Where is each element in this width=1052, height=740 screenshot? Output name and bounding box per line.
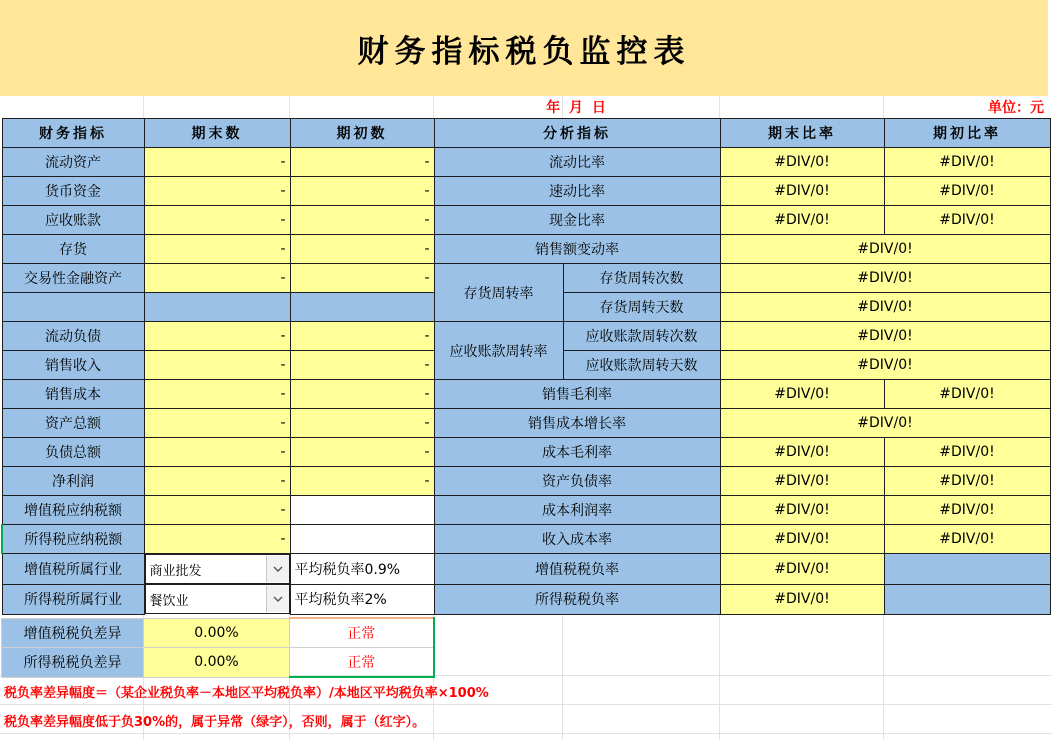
analysis-label: 增值税税负率 [434, 554, 720, 585]
table-row [2, 322, 1050, 351]
indicator-table [1, 118, 1051, 615]
begin-value-cell[interactable]: - [290, 380, 434, 409]
difference-value[interactable]: 0.00% [144, 618, 290, 648]
end-ratio-cell[interactable]: #DIV/0! [720, 467, 884, 496]
begin-ratio-cell[interactable]: #DIV/0! [884, 496, 1050, 525]
end-value-cell[interactable]: - [144, 496, 290, 525]
table-row [2, 467, 1050, 496]
analysis-label: 应收账款周转天数 [563, 351, 720, 380]
analysis-group-label: 应收账款周转率 [434, 322, 563, 380]
end-value-cell[interactable]: - [144, 525, 290, 554]
merged-ratio-cell[interactable]: #DIV/0! [720, 351, 1050, 380]
difference-value[interactable]: 0.00% [144, 648, 290, 678]
analysis-label: 销售毛利率 [434, 380, 720, 409]
row-label: 交易性金融资产 [2, 264, 144, 293]
row-label: 流动资产 [2, 148, 144, 177]
table-row [2, 584, 1050, 614]
end-ratio-cell[interactable]: #DIV/0! [720, 554, 884, 585]
gridline [0, 704, 1052, 705]
end-value-cell[interactable]: - [144, 264, 290, 293]
end-ratio-cell[interactable]: #DIV/0! [720, 206, 884, 235]
table-row [2, 380, 1050, 409]
table-row [2, 235, 1050, 264]
begin-value-cell[interactable]: - [290, 467, 434, 496]
end-ratio-cell[interactable]: #DIV/0! [720, 148, 884, 177]
industry-select-value: 餐饮业 [149, 593, 189, 609]
row-label: 资产总额 [2, 409, 144, 438]
sheet-title: 财务指标税负监控表 [0, 0, 1048, 96]
row-label: 负债总额 [2, 438, 144, 467]
date-label: 年 月 日 [546, 100, 606, 116]
table-row [2, 496, 1050, 525]
analysis-label: 流动比率 [434, 148, 720, 177]
merged-ratio-cell[interactable]: #DIV/0! [720, 293, 1050, 322]
begin-value-cell[interactable]: - [290, 264, 434, 293]
analysis-label: 现金比率 [434, 206, 720, 235]
header-begin-ratio: 期初比率 [884, 119, 1050, 148]
end-value-cell[interactable]: - [144, 438, 290, 467]
header-end-ratio: 期末比率 [720, 119, 884, 148]
end-ratio-cell[interactable]: #DIV/0! [720, 438, 884, 467]
begin-ratio-cell[interactable]: #DIV/0! [884, 525, 1050, 554]
end-ratio-cell[interactable]: #DIV/0! [720, 584, 884, 614]
row-label: 销售收入 [2, 351, 144, 380]
row-label: 流动负债 [2, 322, 144, 351]
header-begin: 期初数 [290, 119, 434, 148]
row-label: 应收账款 [2, 206, 144, 235]
row-label: 净利润 [2, 467, 144, 496]
header-analysis: 分析指标 [434, 119, 720, 148]
begin-ratio-cell[interactable]: #DIV/0! [884, 467, 1050, 496]
chevron-down-icon[interactable] [266, 586, 289, 612]
industry-select-value: 商业批发 [149, 563, 202, 579]
begin-ratio-cell[interactable]: #DIV/0! [884, 438, 1050, 467]
row-label: 货币资金 [2, 177, 144, 206]
difference-label: 增值税税负差异 [2, 618, 144, 648]
tax-difference-table [1, 617, 435, 678]
table-row [2, 409, 1050, 438]
difference-label: 所得税税负差异 [2, 648, 144, 678]
merged-ratio-cell[interactable]: #DIV/0! [720, 264, 1050, 293]
industry-select[interactable] [145, 554, 290, 584]
row-label: 增值税应纳税额 [2, 496, 144, 525]
analysis-label: 资产负债率 [434, 467, 720, 496]
table-row [2, 264, 1050, 293]
formula-note: 税负率差异幅度＝（某企业税负率－本地区平均税负率）/本地区平均税负率×100% [4, 686, 489, 701]
table-row [2, 177, 1050, 206]
end-value-cell[interactable] [144, 293, 290, 322]
end-ratio-cell[interactable]: #DIV/0! [720, 177, 884, 206]
begin-ratio-cell[interactable] [884, 584, 1050, 614]
table-row [2, 206, 1050, 235]
begin-ratio-cell[interactable]: #DIV/0! [884, 177, 1050, 206]
header-end: 期末数 [144, 119, 290, 148]
begin-value-cell[interactable]: - [290, 235, 434, 264]
table-row [2, 618, 434, 648]
row-label: 所得税所属行业 [2, 584, 144, 614]
analysis-label: 应收账款周转次数 [563, 322, 720, 351]
table-row [2, 554, 1050, 585]
table-row [2, 438, 1050, 467]
merged-ratio-cell[interactable]: #DIV/0! [720, 409, 1050, 438]
industry-select[interactable] [145, 584, 290, 614]
average-tax-rate: 平均税负率0.9% [290, 554, 434, 585]
header-indicator: 财务指标 [2, 119, 144, 148]
status-badge: 正常 [290, 618, 434, 648]
average-tax-rate: 平均税负率2% [290, 584, 434, 614]
begin-value-cell[interactable]: - [290, 438, 434, 467]
chevron-down-icon[interactable] [266, 556, 289, 582]
analysis-label: 收入成本率 [434, 525, 720, 554]
end-value-cell[interactable]: - [144, 235, 290, 264]
table-row [2, 648, 434, 678]
begin-value-cell[interactable] [290, 496, 434, 525]
begin-value-cell[interactable]: - [290, 409, 434, 438]
row-label: 存货 [2, 235, 144, 264]
analysis-label: 速动比率 [434, 177, 720, 206]
begin-value-cell[interactable]: - [290, 148, 434, 177]
begin-ratio-cell[interactable]: #DIV/0! [884, 206, 1050, 235]
analysis-label: 所得税税负率 [434, 584, 720, 614]
end-value-cell[interactable]: - [144, 322, 290, 351]
row-label: 所得税应纳税额 [2, 525, 144, 554]
end-ratio-cell[interactable]: #DIV/0! [720, 496, 884, 525]
end-ratio-cell[interactable]: #DIV/0! [720, 525, 884, 554]
end-value-cell[interactable]: - [144, 148, 290, 177]
begin-ratio-cell[interactable]: #DIV/0! [884, 148, 1050, 177]
merged-ratio-cell[interactable]: #DIV/0! [720, 322, 1050, 351]
row-label: 增值税所属行业 [2, 554, 144, 585]
analysis-label: 成本利润率 [434, 496, 720, 525]
table-row [2, 148, 1050, 177]
end-value-cell[interactable]: - [144, 380, 290, 409]
end-ratio-cell[interactable]: #DIV/0! [720, 380, 884, 409]
begin-value-cell[interactable]: - [290, 177, 434, 206]
merged-ratio-cell[interactable]: #DIV/0! [720, 235, 1050, 264]
rule-note: 税负率差异幅度低于负30%的，属于异常（绿字），否则，属于（红字）。 [4, 715, 426, 730]
begin-ratio-cell[interactable]: #DIV/0! [884, 380, 1050, 409]
begin-value-cell[interactable]: - [290, 322, 434, 351]
begin-value-cell[interactable]: - [290, 206, 434, 235]
begin-value-cell[interactable]: - [290, 351, 434, 380]
gridline [0, 733, 1052, 734]
end-value-cell[interactable]: - [144, 351, 290, 380]
end-value-cell[interactable]: - [144, 467, 290, 496]
end-value-cell[interactable]: - [144, 206, 290, 235]
analysis-label: 存货周转天数 [563, 293, 720, 322]
end-value-cell[interactable]: - [144, 177, 290, 206]
analysis-label: 销售额变动率 [434, 235, 720, 264]
status-badge: 正常 [290, 648, 434, 678]
analysis-label: 成本毛利率 [434, 438, 720, 467]
analysis-group-label: 存货周转率 [434, 264, 563, 322]
begin-value-cell[interactable] [290, 525, 434, 554]
table-row [2, 525, 1050, 554]
analysis-label: 销售成本增长率 [434, 409, 720, 438]
row-label: 销售成本 [2, 380, 144, 409]
unit-label: 单位：元 [988, 100, 1044, 116]
row-label [2, 293, 144, 322]
end-value-cell[interactable]: - [144, 409, 290, 438]
begin-ratio-cell[interactable] [884, 554, 1050, 585]
begin-value-cell[interactable] [290, 293, 434, 322]
analysis-label: 存货周转次数 [563, 264, 720, 293]
